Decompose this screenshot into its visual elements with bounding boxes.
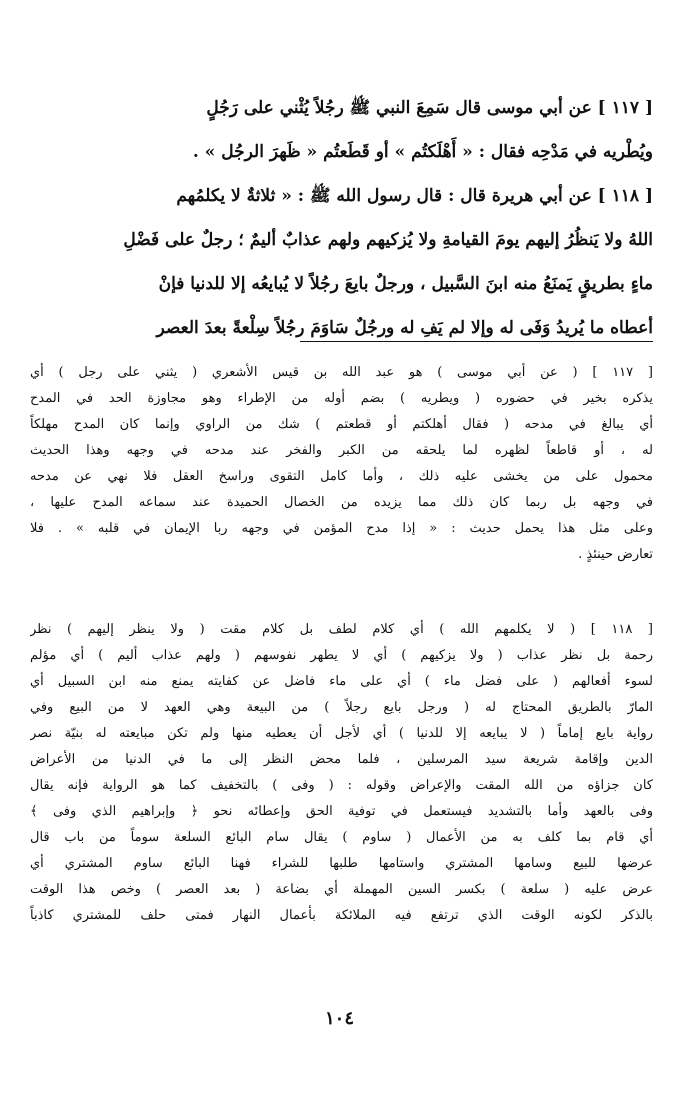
footnote-divider [300, 341, 653, 342]
hadith-118-line: أعطاه ما يُريدُ وَفَى له وإلا لم يَفِ له ورجُلٌ سَاوَمَ رجُلاً سِلْعةً بعدَ العصر [156, 318, 653, 338]
commentary-117-line: وعلى مثل هذا يحمل حديث : « إذا مدح المؤمن في وجهه ربا الإيمان في قلبه » . فلا [30, 521, 653, 536]
commentary-118-line: أي قام بما كلف به من الأعمال ( ساوم ) يقال سام البائع السلعة سوماً من باب قال [30, 830, 653, 845]
commentary-118-line: لسوء أفعالهم ( على فضل ماء ) أي على ماء فاضل عن كفايته يمنع منه ابن السبيل أي [30, 674, 653, 689]
commentary-118-line: رواية بايع إماماً ( لا يبايعه إلا للدنيا ) أي لأجل أن يعطيه منها ولم تكن مبايعته له بنيّة نصر [30, 726, 653, 741]
commentary-118-line: بالذكر لكونه الوقت الذي ترتفع فيه الملائكة بأعمال النهار فمتى حلف للمشتري كاذباً [30, 908, 653, 923]
hadith-118 [30, 174, 653, 350]
hadith-117-line: ويُطْريه في مَدْحِه فقال : « أَهْلَكتُم » أو قَطَعتُم « ظَهرَ الرجُل » . [192, 142, 653, 162]
commentary-117-line: يذكره بخير في حضوره ( ويطريه ) بضم أوله من الإطراء وهو مجاوزة الحد في المدح [30, 391, 653, 406]
commentary-118-line: الدين وإقامة شريعة سيد المرسلين ، فلما محض النظر إلى ما في الدنيا من الأعراض [30, 752, 653, 767]
commentary-118-line: وفى بالعهد وأما بالتشديد فيستعمل في توفية الحق وإعطائه نحو ﴿ وإبراهيم الذي وفى ﴾ [30, 804, 653, 819]
commentary-117-line: أي يبالغ في مدحه ( فقال أهلكتم أو قطعتم ) شك من الراوي وإنما كان المدح مهلكاً [30, 417, 653, 432]
commentary-118 [30, 617, 653, 929]
commentary-118-line: عرضها للبيع وسامها المشتري واستامها طلبها للشراء فهنا البائع ساوم المشتري أي [30, 856, 653, 871]
commentary-117-line: له ، أو قاطعاً لظهره لما يلحقه من الكبر والفخر عند مدحه في وجهه وهذا الحديث [30, 443, 653, 458]
commentary-118-line: رحمة بل نظر عذاب ( ولا يزكيهم ) أي لا يطهر نفوسهم ( ولهم عذاب أليم ) أي مؤلم [30, 648, 653, 663]
commentary-118-line: عرض عليه ( سلعة ) بكسر السين المهملة أي بضاعة ( بعد العصر ) وخص هذا الوقت [30, 882, 653, 897]
commentary-117-line: محمول على من يخشى عليه ذلك ، وأما كامل التقوى وراسخ العقل فلا نهي عن مدحه [30, 469, 653, 484]
commentary-117 [30, 360, 653, 568]
hadith-118-line: [ ١١٨ ] عن أبي هريرة قال : قال رسول الله ﷺ : « ثلاثةٌ لا يكلمُهم [176, 186, 653, 206]
page-number: ١٠٤ [324, 1008, 354, 1029]
hadith-117 [30, 86, 653, 174]
hadith-117-line: [ ١١٧ ] عن أبي موسى قال سَمِعَ النبي ﷺ رجُلاً يُثْني على رَجُلٍ [206, 98, 653, 118]
commentary-117-line: في وجهه بل ربما كان ذلك مما يزيده من الخصال الحميدة عند سماعه المدح عليها ، [30, 495, 653, 510]
commentary-118-line: [ ١١٨ ] ( لا يكلمهم الله ) أي كلام لطف بل كلام مقت ( ولا ينظر إليهم ) نظر [30, 622, 653, 637]
commentary-117-line: [ ١١٧ ] ( عن أبي موسى ) هو عبد الله بن قيس الأشعري ( يثني على رجل ) أي [30, 365, 653, 380]
commentary-118-line: المارّ بالطريق المحتاج له ( ورجل بايع رجلاً ) من البيعة وهي العهد لا من البيع وفي [30, 700, 653, 715]
hadith-118-line: اللهُ ولا يَنظُرُ إليهم يومَ القيامةِ ولا يُزكيهم ولهم عذابٌ أليمٌ ؛ رجلٌ على فَضْلِ [123, 230, 653, 250]
commentary-117-line: تعارض حينئذٍ . [578, 547, 653, 562]
hadith-118-line: ماءٍ بطريقٍ يَمنَعُ منه ابنَ السَّبيل ، ورجلٌ بايعَ رجُلاً لا يُبايعُه إلا للدنيا فإنْ [158, 274, 653, 294]
commentary-118-line: كان جزاؤه من الله المقت والإعراض وقوله : ( وفى ) بالتخفيف كما هو الرواية فإنه يقال [30, 778, 653, 793]
